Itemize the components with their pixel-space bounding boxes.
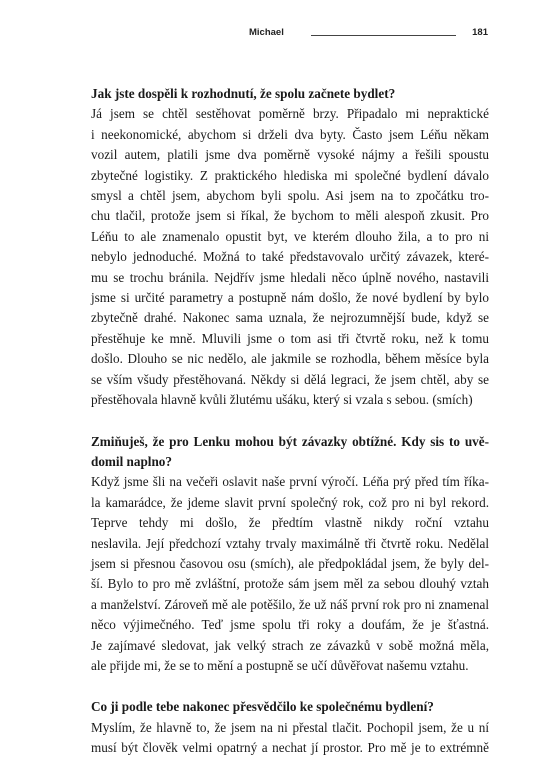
- page-number: 181: [472, 27, 488, 38]
- answer-line: přestěhuje ke mně. Mluvili jsme o tom asi tři čtvrtě roku, než k tomu: [91, 330, 489, 346]
- answer-line: la kamarádce, že jdeme slavit první společný rok, což pro ni byl rekord.: [91, 494, 489, 510]
- answer-line: Já jsem se chtěl sestěhovat poměrně brzy. Připadalo mi nepraktické: [91, 106, 489, 122]
- section-gap: [91, 411, 489, 432]
- answer-line: jsme si určité parametry a postupně nám došlo, že nové bydlení by bylo: [91, 290, 489, 306]
- interview-section: [91, 432, 489, 677]
- answer-line: a manželství. Zároveň mě ale potěšilo, že už náš první rok pro ni znamenal: [91, 596, 489, 612]
- answer-line: i neekonomické, abychom si drželi dva byty. Často jsem Léňu někam: [91, 126, 489, 142]
- question-line: Co ji podle tebe nakonec přesvědčilo ke společnému bydlení?: [91, 699, 434, 715]
- question-heading: [91, 432, 489, 473]
- answer-line: neslavila. Její předchozí vztahy trvaly maximálně tři čtvrtě roku. Nedělal: [91, 535, 489, 551]
- answer-line: Je zajímavé sledovat, jak velký strach ze závazků v sobě možná měla,: [91, 637, 489, 653]
- section-gap: [91, 676, 489, 697]
- question-line: Jak jste dospěli k rozhodnutí, že spolu začnete bydlet?: [91, 86, 396, 101]
- answer-line: zbytečné logistiky. Z praktického hlediska mi společné bydlení dávalo: [91, 167, 489, 183]
- chapter-name: Michael: [249, 27, 284, 38]
- interview-section: [91, 697, 489, 758]
- running-header: [249, 27, 488, 41]
- question-heading: [91, 84, 489, 104]
- answer-paragraph: [91, 472, 489, 676]
- interview-section: [91, 84, 489, 411]
- answer-line: vozil autem, platili jsme dva poměrně vysoké nájmy a řešili spoustu: [91, 147, 489, 163]
- answer-line: smysl a chtěl jsem, abychom byli spolu. Asi jsem na to zpočátku tro-: [91, 188, 489, 204]
- answer-line: přestěhovala hlavně kvůli žlutému ušáku, který si vzala s sebou. (smích): [91, 392, 473, 408]
- header-rule: [311, 35, 456, 36]
- answer-line: ší. Bylo to pro mě zvláštní, protože sám jsem měl za sebou dlouhý vztah: [91, 576, 489, 592]
- answer-line: jsem si přesnou časovou osu (smích), ale předpokládal jsem, že byly del-: [91, 555, 489, 571]
- answer-line: Léňu to ale znamenalo opustit byt, ve kterém dlouho žila, a to pro ni: [91, 228, 489, 244]
- question-line: Zmiňuješ, že pro Lenku mohou být závazky obtížné. Kdy sis to uvě-: [91, 433, 489, 449]
- answer-line: Myslím, že hlavně to, že jsem na ni přestal tlačit. Pochopil jsem, že u ní: [91, 719, 489, 735]
- answer-line: nebylo jednoduché. Možná to také představovalo určitý závazek, které-: [91, 249, 489, 265]
- answer-line: došlo. Dlouho se nic nedělo, ale jakmile se rozhodla, během měsíce byla: [91, 351, 489, 367]
- answer-line: zbytečně drahé. Nakonec sama uznala, že nejrozumnější bude, když se: [91, 310, 489, 326]
- answer-line: se vším všudy přestěhovaná. Někdy si dělá legraci, že jsem chtěl, aby se: [91, 371, 489, 387]
- answer-line: Teprve tehdy mi došlo, že předtím vlastně nikdy roční vztahu: [91, 515, 489, 531]
- question-line: domil naplno?: [91, 453, 172, 469]
- answer-paragraph: [91, 104, 489, 410]
- answer-line: musí být člověk velmi opatrný a nechat jí prostor. Pro mě je to extrémně: [91, 740, 489, 756]
- answer-line: ale přijde mi, že se to mění a postupně se učí důvěřovat našemu vztahu.: [91, 657, 469, 673]
- answer-line: něco výjimečného. Teď jsme spolu tři roky a doufám, že je šťastná.: [91, 617, 489, 633]
- answer-line: chu tlačil, protože jsem si říkal, že bychom to měli alespoň zkusit. Pro: [91, 208, 489, 224]
- question-heading: [91, 697, 489, 717]
- answer-line: Když jsme šli na večeři oslavit naše první výročí. Léňa prý před tím říka-: [91, 474, 489, 490]
- answer-line: mu se trochu bránila. Nejdřív jsme hledali něco úplně nového, nastavili: [91, 269, 489, 285]
- page-body: [91, 84, 489, 759]
- answer-paragraph: [91, 718, 489, 759]
